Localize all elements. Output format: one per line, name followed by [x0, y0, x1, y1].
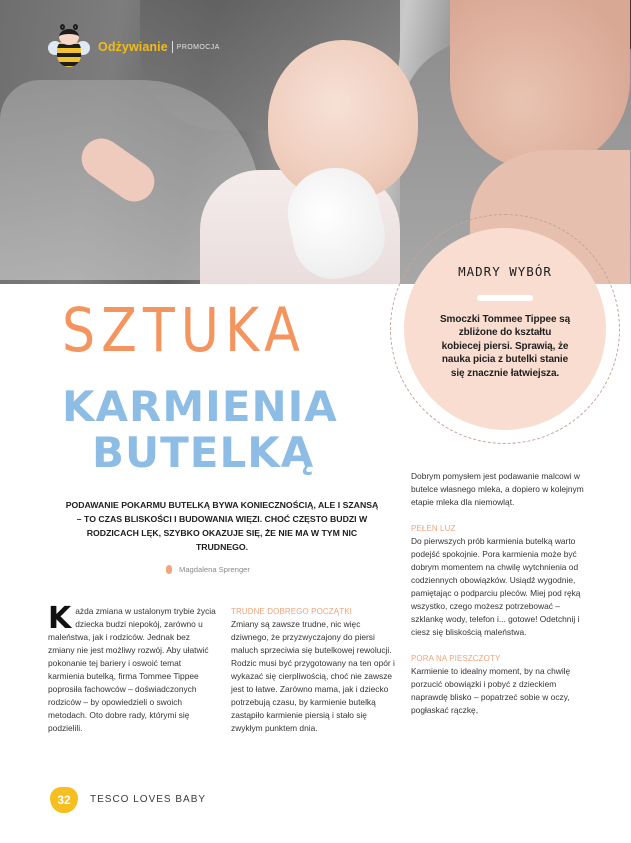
infobox-title: MADRY WYBÓR	[458, 264, 552, 279]
column-3-text-2: Karmienie to idealny moment, by na chwilę porzucić obowiązki i pobyć z dzieckiem naprawdę blisko – popatrzeć sobie w oczy, pogłaskać rączkę,	[411, 666, 571, 715]
subheading-trudne: TRUDNE DOBREGO POCZĄTKI	[231, 607, 352, 616]
section-label: Odżywianie	[98, 40, 168, 54]
byline	[166, 565, 250, 574]
column-2	[231, 605, 399, 735]
infobox-divider	[477, 295, 533, 301]
lead-paragraph: PODAWANIE POKARMU BUTELKĄ BYWA KONIECZNOŚCIĄ, ALE I SZANSĄ – TO CZAS BLISKOŚCI I BUDOWANIA WIĘZI. CHOĆ CZĘSTO BUDZI W RODZICACH LĘK, SZYBKO OKAZUJE SIĘ, ŻE NIE MA W TYM NIC TRUDNEGO.	[65, 500, 379, 552]
column-2-text: Zmiany są zawsze trudne, nic więc dziwnego, że przyzwyczajony do piersi maluch sprzeciwia się butelkowej rewolucji. Rodzic musi być przygotowany na ten opór i wykazać się cierpliwością, choć nie zawsze jest to łatwe. Zarówno mama, jak i dziecko potrzebują czasu, by karmienie butelką zastąpiło karmienie piersią i stało się zwykłym punktem dnia.	[231, 619, 395, 733]
column-3-text-1: Do pierwszych prób karmienia butelką warto podejść spokojnie. Pora karmienia może być dobrym momentem na chwilę wytchnienia od codziennych obowiązków. Usiądź wygodnie, pamiętając o podparciu pleców. Miej pod ręką wszystko, czego możesz potrzebować – szklankę wody, telefon i... gotowe! Odetchnij i ciesz się bliskością maleństwa.	[411, 536, 581, 637]
byline-dot-icon	[166, 565, 172, 574]
title-line-3: BUTELKĄ	[92, 428, 315, 477]
magazine-name: TESCO LOVES BABY	[90, 794, 207, 805]
subheading-pelen-luz: PEŁEN LUZ	[411, 524, 456, 533]
page-number-badge	[50, 787, 78, 813]
divider	[172, 41, 173, 53]
title-line-1: SZTUKA	[62, 294, 306, 366]
page-number: 32	[57, 793, 71, 807]
column-1-text: ażda zmiana w ustalonym trybie życia dziecka budzi niepokój, zarówno u maleństwa, jak i rodziców. Jednak bez zmiany nie jest możliwy rozwój. Aby ułatwić pokonanie tej bariery i oswoić temat karmienia butelką, firma Tommee Tippee poprosiła fachowców – doświadczonych rodziców – by opowiedzieli o swoich metodach. Oto dobre rady, którymi się podzielili.	[48, 606, 216, 733]
column-3-intro: Dobrym pomysłem jest podawanie malcowi w butelce własnego mleka, a dopiero w kolejnym etapie mleka dla niemowląt.	[411, 471, 584, 507]
promo-label: PROMOCJA	[176, 43, 220, 51]
drop-cap: K	[48, 601, 72, 636]
column-3	[411, 470, 589, 717]
column-1	[48, 601, 216, 735]
section-tag	[48, 24, 220, 70]
bee-icon	[48, 24, 90, 70]
subheading-pora-na-pieszczoty: PORA NA PIESZCZOTY	[411, 654, 501, 663]
title-line-2: KARMIENIA	[62, 382, 338, 431]
infobox-text: Smoczki Tommee Tippee są zbliżone do kształtu kobiecej piersi. Sprawią, że nauka picia z butelki stanie się znacznie łatwiejsza.	[439, 314, 571, 379]
author-name: Magdalena Sprenger	[179, 565, 250, 574]
infobox-circle	[404, 228, 606, 430]
